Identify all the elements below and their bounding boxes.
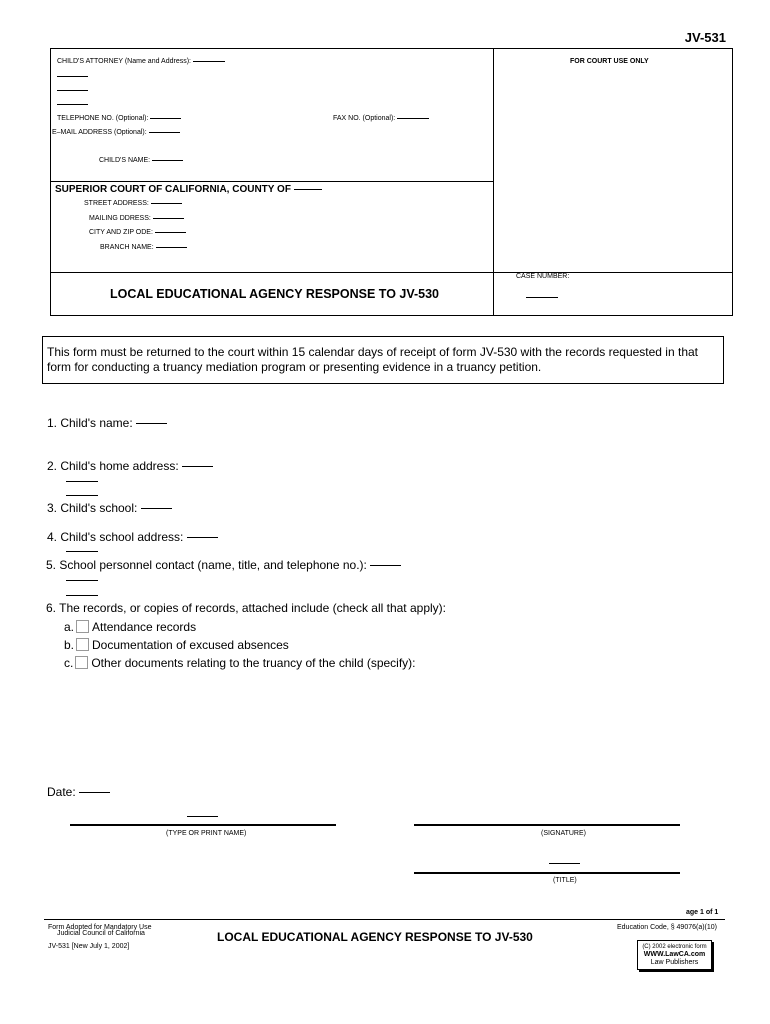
childs-name-field[interactable] (99, 157, 183, 164)
footer-adopted-1: Form Adopted for Mandatory Use (48, 924, 152, 931)
form-title: LOCAL EDUCATIONAL AGENCY RESPONSE TO JV-530 (110, 287, 440, 301)
item-1-label: 1. Child's name: (47, 416, 133, 430)
title-line[interactable] (414, 872, 680, 874)
name-line[interactable] (70, 824, 336, 826)
date-field[interactable] (47, 785, 110, 799)
attorney-line-2 (57, 90, 88, 91)
item-6a[interactable] (64, 620, 196, 634)
item-2[interactable] (47, 459, 213, 473)
item-5-line-2 (66, 595, 98, 596)
item-4[interactable] (47, 530, 218, 544)
form-number: JV-531 (684, 30, 726, 45)
item-6b-letter: b. (64, 638, 75, 652)
mailing-label: MAILING DDRESS: (89, 215, 151, 222)
footer-line (44, 919, 725, 920)
signature-line[interactable] (414, 824, 680, 826)
item-6a-label: Attendance records (92, 620, 197, 634)
title-divider (50, 272, 733, 273)
name-value-line (187, 816, 218, 817)
publisher-box (637, 940, 712, 970)
type-name-label: (TYPE OR PRINT NAME) (166, 830, 247, 837)
item-2-line-2 (66, 495, 98, 496)
item-5-label: 5. School personnel contact (name, title, and telephone no.): (46, 558, 367, 572)
item-5[interactable] (46, 558, 401, 572)
email-label: E–MAIL ADDRESS (Optional): (52, 129, 147, 136)
signature-label: (SIGNATURE) (541, 830, 586, 837)
item-6b[interactable] (64, 638, 289, 652)
branch-field[interactable] (100, 244, 187, 251)
date-label: Date: (47, 785, 76, 799)
item-6b-label: Documentation of excused absences (92, 638, 289, 652)
item-2-line-1 (66, 481, 98, 482)
item-6a-letter: a. (64, 620, 75, 634)
street-field[interactable] (84, 200, 182, 207)
attorney-label: CHILD'S ATTORNEY (Name and Address): (57, 58, 191, 65)
header-box (50, 48, 733, 316)
city-field[interactable] (89, 229, 186, 236)
case-number-line[interactable] (526, 297, 558, 298)
telephone-field[interactable] (57, 115, 181, 122)
item-2-label: 2. Child's home address: (47, 459, 179, 473)
court-name: SUPERIOR COURT OF CALIFORNIA, COUNTY OF (55, 184, 291, 195)
mailing-field[interactable] (89, 215, 184, 222)
item-1[interactable] (47, 416, 167, 430)
footer-title: LOCAL EDUCATIONAL AGENCY RESPONSE TO JV-530 (217, 930, 533, 944)
item-4-label: 4. Child's school address: (47, 530, 184, 544)
email-field[interactable] (52, 129, 180, 136)
fax-label: FAX NO. (Optional): (333, 115, 396, 122)
footer-code: Education Code, § 49076(a)(10) (617, 924, 718, 931)
item-6c-letter: c. (64, 656, 74, 670)
header-divider (493, 48, 494, 316)
title-label: (TITLE) (553, 877, 577, 884)
footer-adopted-2: Judicial Council of California (57, 930, 145, 937)
publisher-line-1: (C) 2002 electronic form (642, 944, 707, 950)
page-number: age 1 of 1 (686, 909, 719, 916)
item-3[interactable] (47, 501, 172, 515)
court-use-label: FOR COURT USE ONLY (570, 58, 649, 65)
item-4-line-1 (66, 551, 98, 552)
item-6c-label: Other documents relating to the truancy of the child (specify): (91, 656, 416, 670)
childs-name-label: CHILD'S NAME: (99, 157, 151, 164)
street-label: STREET ADDRESS: (84, 200, 149, 207)
item-5-line-1 (66, 580, 98, 581)
item-3-label: 3. Child's school: (47, 501, 138, 515)
court-name-field[interactable] (55, 184, 322, 195)
attorney-field[interactable] (57, 58, 225, 65)
branch-label: BRANCH NAME: (100, 244, 154, 251)
item-6-label: 6. The records, or copies of records, attached include (check all that apply): (46, 601, 446, 615)
checkbox-attendance[interactable] (76, 620, 89, 633)
fax-field[interactable] (333, 115, 429, 122)
publisher-line-2: WWW.LawCA.com (643, 951, 706, 958)
title-value-line (549, 863, 580, 864)
case-number-label: CASE NUMBER: (516, 273, 570, 280)
footer-revision: JV-531 [New July 1, 2002] (48, 943, 130, 950)
publisher-line-3: Law Publishers (650, 959, 699, 966)
notice-text: This form must be returned to the court within 15 calendar days of receipt of form JV-530 with the records requested in that form for conducting a truancy mediation program or presenting evidence in a truancy petition. (47, 345, 698, 374)
checkbox-other[interactable] (75, 656, 88, 669)
checkbox-excused[interactable] (76, 638, 89, 651)
city-label: CITY AND ZIP ODE: (89, 229, 153, 236)
attorney-line-3 (57, 104, 88, 105)
court-divider (50, 181, 493, 182)
item-6c[interactable] (64, 656, 416, 670)
telephone-label: TELEPHONE NO. (Optional): (57, 115, 149, 122)
attorney-line-1 (57, 76, 88, 77)
